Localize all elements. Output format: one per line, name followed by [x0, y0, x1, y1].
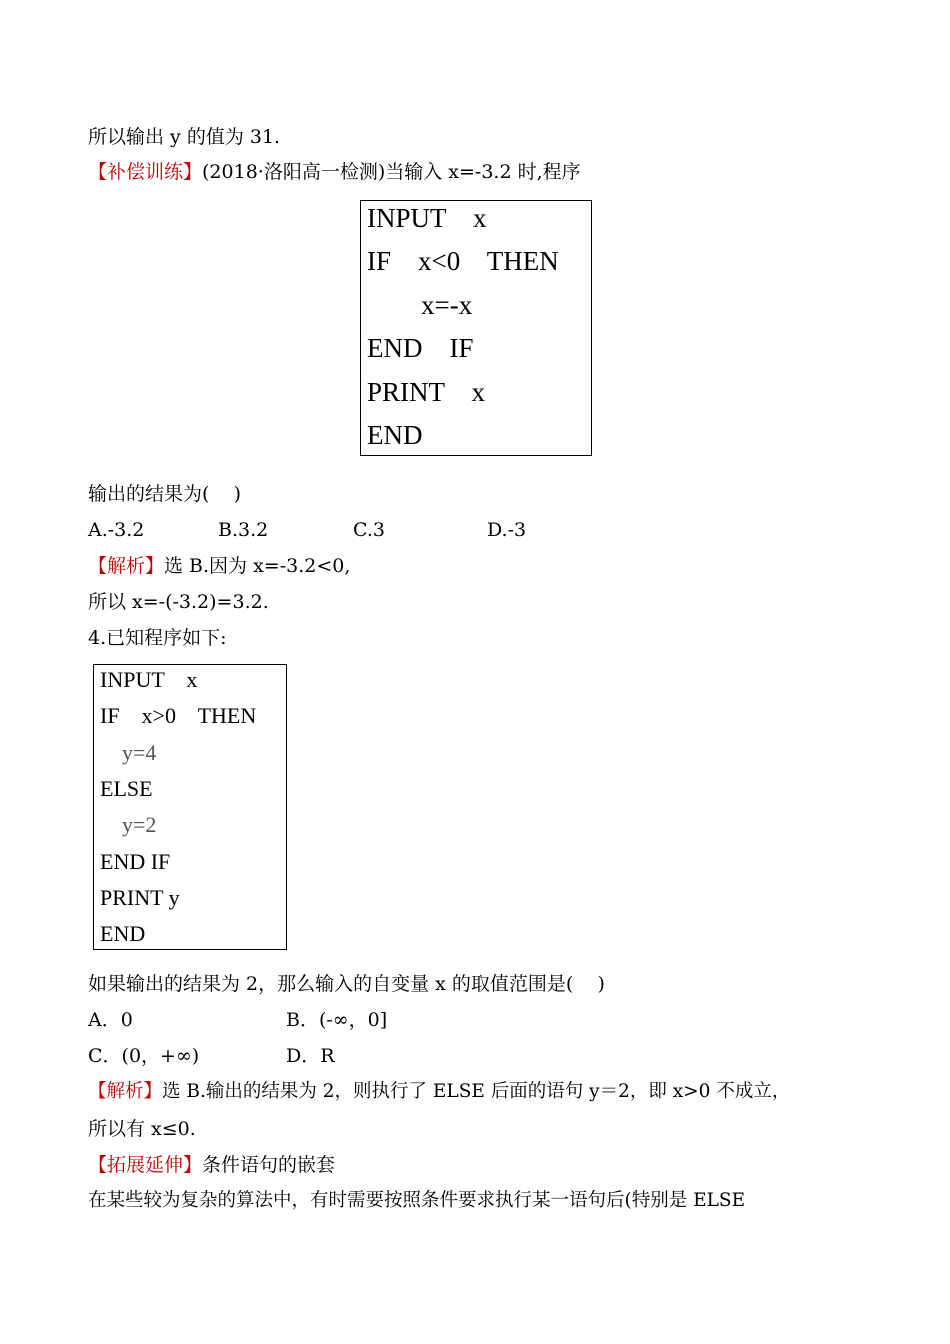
- intro-line: 所以输出 y 的值为 31.: [88, 126, 281, 148]
- q3-analysis-line-2: 所以 x=-(-3.2)=3.2.: [88, 591, 269, 613]
- q3-code-line: END: [367, 420, 423, 450]
- q3-code-line: PRINT x: [367, 377, 486, 407]
- q3-question: 输出的结果为( ): [88, 483, 241, 505]
- q3-option-a: A.-3.2: [88, 519, 145, 541]
- q3-code-line: END IF: [367, 333, 474, 363]
- q4-code-line: PRINT y: [100, 885, 180, 910]
- q3-analysis-line: [88, 554, 350, 578]
- q4-code-line: IF x>0 THEN: [100, 703, 257, 728]
- q4-program-box: [93, 664, 287, 950]
- analysis-tag: 【解析】: [88, 555, 165, 577]
- analysis-tag: 【解析】: [88, 1081, 163, 1102]
- q4-analysis-line-2: 所以有 x≤0.: [88, 1118, 196, 1140]
- q3-option-b: B.3.2: [218, 519, 269, 541]
- q3-stem: (2018·洛阳高一检测)当输入 x=-3.2 时,程序: [202, 161, 581, 183]
- q4-code-line: ELSE: [100, 776, 153, 801]
- q4-analysis-text: 选 B.输出的结果为 2，则执行了 ELSE 后面的语句 y＝2，即 x>0 不成立，: [162, 1081, 791, 1102]
- q3-stem-line: [88, 160, 581, 184]
- q4-title: 4.已知程序如下:: [88, 627, 227, 649]
- q3-analysis-text: 选 B.因为 x=-3.2<0,: [164, 555, 351, 577]
- extension-tag: 【拓展延伸】: [88, 1154, 203, 1176]
- q4-option-b: B．(-∞，0]: [286, 1009, 388, 1031]
- extension-text: 在某些较为复杂的算法中，有时需要按照条件要求执行某一语句后(特别是 ELSE: [88, 1190, 746, 1211]
- q4-code-line: y=4: [122, 740, 157, 765]
- extension-title: 条件语句的嵌套: [202, 1154, 336, 1176]
- q4-option-d: D．R: [286, 1045, 335, 1067]
- q4-analysis-line: [88, 1080, 790, 1104]
- q4-option-a: A．0: [88, 1009, 133, 1031]
- q4-code-line: INPUT x: [100, 667, 198, 692]
- q4-question: 如果输出的结果为 2，那么输入的自变量 x 的取值范围是( ): [88, 973, 605, 995]
- extension-line: [88, 1153, 335, 1177]
- q4-option-c: C．(0，+∞): [88, 1045, 200, 1067]
- compensation-training-tag: 【补偿训练】: [88, 161, 203, 183]
- q4-code-line: END IF: [100, 849, 171, 874]
- q3-code-line: x=-x: [421, 290, 473, 320]
- q4-code-line: END: [100, 921, 146, 946]
- q3-option-c: C.3: [353, 519, 385, 541]
- q3-code-line: IF x<0 THEN: [367, 246, 559, 276]
- q4-code-line: y=2: [122, 812, 157, 837]
- q3-code-line: INPUT x: [367, 203, 487, 233]
- q3-program-box: [360, 200, 592, 456]
- q3-option-d: D.-3: [487, 519, 527, 541]
